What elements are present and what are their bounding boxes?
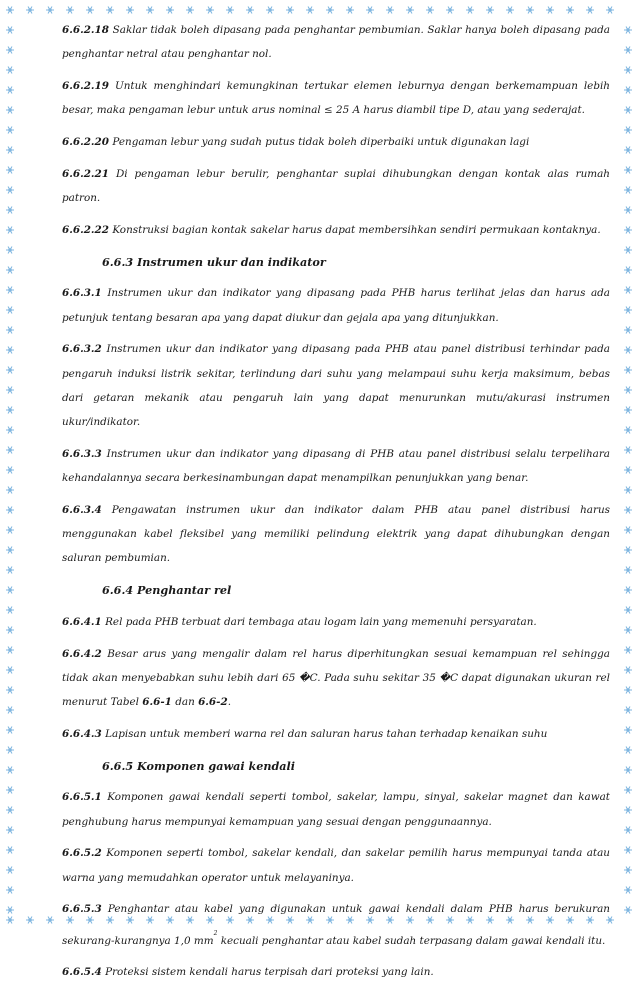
snowflake-icon (6, 807, 14, 814)
snowflake-icon (6, 47, 14, 54)
snowflake-icon (406, 7, 414, 14)
para-6-6-2-19 (62, 74, 610, 122)
snowflake-icon (624, 287, 632, 294)
clause-end: kecuali penghantar atau kabel sudah terpasang dalam gawai kendali itu. (217, 934, 606, 947)
snowflake-icon (6, 587, 14, 594)
snowflake-icon (624, 607, 632, 614)
para-6-6-3-2 (62, 337, 610, 434)
snowflake-icon (624, 887, 632, 894)
clause-number: 6.6.4.2 (62, 647, 102, 660)
para-6-6-4-1 (62, 610, 610, 634)
snowflake-icon (6, 567, 14, 574)
snowflake-icon (6, 307, 14, 314)
snowflake-icon (6, 67, 14, 74)
clause-text: Instrumen ukur dan indikator yang dipasang pada PHB harus terlihat jelas dan harus ada petunjuk tentang besaran apa yang dapat diukur dan gejala apa yang ditunjukkan. (62, 287, 610, 324)
clause-text: Penghantar atau kabel yang digunakan untuk gawai kendali dalam PHB harus berukuran sekurang-kurangnya 1,0 mm (62, 903, 610, 947)
snowflake-icon (624, 507, 632, 514)
snowflake-icon (6, 167, 14, 174)
snowflake-icon (6, 27, 14, 34)
snowflake-icon (624, 207, 632, 214)
clause-text: Pengawatan instrumen ukur dan indikator dalam PHB atau panel distribusi harus menggunakan kabel fleksibel yang memiliki pelindung elektrik yang dapat dihubungkan dengan saluran pembumian. (62, 503, 610, 565)
snowflake-icon (6, 187, 14, 194)
snowflake-icon (166, 7, 174, 14)
clause-number: 6.6.4.1 (62, 615, 102, 628)
snowflake-icon (6, 767, 14, 774)
para-6-6-2-18 (62, 18, 610, 66)
snowflake-icon (266, 7, 274, 14)
snowflake-icon (624, 187, 632, 194)
clause-number: 6.6.5.4 (62, 966, 102, 979)
section-heading-6-6-4: 6.6.4 Penghantar rel (102, 583, 232, 597)
snowflake-icon (624, 707, 632, 714)
snowflake-icon (624, 67, 632, 74)
snowflake-icon (366, 7, 374, 14)
snowflake-icon (186, 7, 194, 14)
snowflake-icon (586, 7, 594, 14)
snowflake-icon (624, 867, 632, 874)
snowflake-icon (6, 207, 14, 214)
snowflake-icon (6, 267, 14, 274)
para-6-6-3-1 (62, 281, 610, 329)
clause-number: 6.6.3.1 (62, 287, 102, 300)
clause-number: 6.6.4.3 (62, 727, 102, 740)
snowflake-icon (624, 347, 632, 354)
snowflake-icon (26, 917, 34, 924)
clause-number: 6.6.2.20 (62, 136, 110, 148)
para-6-6-5-4 (62, 960, 610, 984)
snowflake-icon (6, 867, 14, 874)
para-6-6-5-2 (62, 841, 610, 889)
snowflake-icon (6, 7, 14, 14)
snowflake-icon (6, 507, 14, 514)
snowflake-icon (624, 807, 632, 814)
snowflake-icon (286, 7, 294, 14)
para-6-6-3-4 (62, 498, 610, 571)
snowflake-icon (624, 667, 632, 674)
clause-text: Instrumen ukur dan indikator yang dipasang di PHB atau panel distribusi selalu terpelihara kehandalannya secara berkesinambungan dapat menampilkan penunjukkan yang benar. (62, 447, 610, 484)
snowflake-icon (6, 687, 14, 694)
snowflake-icon (624, 47, 632, 54)
snowflake-icon (624, 767, 632, 774)
snowflake-icon (624, 387, 632, 394)
snowflake-icon (624, 367, 632, 374)
para-6-6-4-3 (62, 722, 610, 746)
para-6-6-2-21 (62, 162, 610, 210)
snowflake-icon (226, 7, 234, 14)
snowflake-icon (46, 7, 54, 14)
clause-number: 6.6.2.18 (62, 24, 110, 36)
snowflake-icon (6, 367, 14, 374)
snowflake-icon (6, 827, 14, 834)
clause-text: Instrumen ukur dan indikator yang dipasang pada PHB atau panel distribusi terhindar pada pengaruh induksi listrik sekitar, terlindung dari suhu yang melampaui suhu kerja maksimum, bebas dari getaran mekanik atau pengaruh lain yang dapat menurunkan mutu/akurasi instrumen ukur/indikator. (62, 343, 610, 428)
snowflake-icon (624, 307, 632, 314)
snowflake-icon (624, 407, 632, 414)
snowflake-icon (624, 147, 632, 154)
clause-number: 6.6.5.3 (62, 903, 102, 916)
snowflake-icon (6, 487, 14, 494)
snowflake-icon (386, 7, 394, 14)
snowflake-icon (606, 7, 614, 14)
snowflake-icon (624, 87, 632, 94)
clause-text: Di pengaman lebur berulir, penghantar suplai dihubungkan dengan kontak alas rumah patron. (62, 167, 610, 204)
snowflake-icon (624, 847, 632, 854)
snowflake-icon (106, 7, 114, 14)
document-page (62, 18, 610, 992)
clause-text: Untuk menghindari kemungkinan tertukar elemen leburnya dengan berkemampuan lebih besar, maka pengaman lebur untuk arus nominal ≤ 25 A harus diambil tipe D, atau yang sederajat. (62, 80, 610, 117)
clause-text: Rel pada PHB terbuat dari tembaga atau logam lain yang memenuhi persyaratan. (105, 615, 537, 628)
snowflake-icon (426, 7, 434, 14)
snowflake-icon (624, 167, 632, 174)
snowflake-icon (624, 747, 632, 754)
snowflake-icon (146, 7, 154, 14)
snowflake-icon (6, 727, 14, 734)
clause-number: 6.6.2.22 (62, 223, 110, 236)
snowflake-icon (6, 347, 14, 354)
snowflake-icon (624, 487, 632, 494)
snowflake-icon (624, 447, 632, 454)
snowflake-icon (6, 787, 14, 794)
snowflake-icon (624, 107, 632, 114)
snowflake-icon (46, 917, 54, 924)
snowflake-icon (6, 467, 14, 474)
clause-text: Saklar tidak boleh dipasang pada penghantar pembumian. Saklar hanya boleh dipasang pada penghantar netral atau penghantar nol. (62, 24, 611, 61)
snowflake-icon (624, 467, 632, 474)
clause-number: 6.6.3.3 (62, 447, 102, 460)
clause-text: Pengaman lebur yang sudah putus tidak boleh diperbaiki untuk digunakan lagi (112, 136, 530, 148)
snowflake-icon (446, 7, 454, 14)
snowflake-icon (6, 627, 14, 634)
snowflake-icon (624, 787, 632, 794)
clause-number: 6.6.5.1 (62, 791, 102, 804)
snowflake-icon (6, 547, 14, 554)
snowflake-icon (624, 827, 632, 834)
snowflake-icon (6, 247, 14, 254)
snowflake-icon (624, 547, 632, 554)
snowflake-icon (624, 227, 632, 234)
snowflake-icon (6, 407, 14, 414)
snowflake-icon (326, 7, 334, 14)
snowflake-icon (624, 587, 632, 594)
snowflake-icon (624, 27, 632, 34)
snowflake-icon (466, 7, 474, 14)
para-6-6-5-3 (62, 897, 610, 952)
snowflake-icon (506, 7, 514, 14)
para-6-6-5-1 (62, 785, 610, 833)
snowflake-icon (6, 427, 14, 434)
superscript: 2 (213, 929, 218, 937)
snowflake-icon (6, 847, 14, 854)
snowflake-icon (624, 727, 632, 734)
snowflake-icon (624, 127, 632, 134)
clause-number: 6.6.5.2 (62, 847, 102, 860)
snowflake-icon (6, 87, 14, 94)
snowflake-icon (6, 527, 14, 534)
snowflake-icon (6, 107, 14, 114)
snowflake-icon (6, 907, 14, 914)
clause-text: Lapisan untuk memberi warna rel dan saluran harus tahan terhadap kenaikan suhu (105, 727, 548, 740)
snowflake-icon (624, 327, 632, 334)
snowflake-icon (306, 7, 314, 14)
snowflake-icon (6, 227, 14, 234)
snowflake-icon (624, 247, 632, 254)
snowflake-icon (6, 647, 14, 654)
para-6-6-2-22 (62, 218, 610, 242)
snowflake-icon (6, 327, 14, 334)
snowflake-icon (486, 7, 494, 14)
snowflake-icon (6, 747, 14, 754)
snowflake-icon (624, 647, 632, 654)
snowflake-icon (624, 567, 632, 574)
snowflake-icon (566, 7, 574, 14)
snowflake-icon (6, 667, 14, 674)
snowflake-icon (624, 527, 632, 534)
para-6-6-2-20 (62, 130, 610, 154)
clause-number: 6.6.3.4 (62, 503, 102, 516)
clause-number: 6.6.2.19 (62, 80, 110, 92)
snowflake-icon (624, 627, 632, 634)
clause-number: 6.6.3.2 (62, 343, 102, 356)
snowflake-icon (6, 387, 14, 394)
section-heading-6-6-3: 6.6.3 Instrumen ukur dan indikator (102, 254, 326, 269)
clause-text: Komponen seperti tombol, sakelar kendali, dan sakelar pemilih harus mempunyai tanda atau warna yang memudahkan operator untuk melayaninya. (62, 847, 610, 884)
snowflake-icon (624, 267, 632, 274)
table-ref: 6.6-2 (198, 696, 228, 708)
clause-text: Konstruksi bagian kontak sakelar harus dapat membersihkan sendiri permukaan kontaknya. (112, 223, 601, 236)
snowflake-icon (6, 707, 14, 714)
snowflake-icon (6, 127, 14, 134)
clause-end: . (227, 696, 232, 708)
clause-text-connector: dan (175, 696, 195, 708)
snowflake-icon (526, 7, 534, 14)
para-6-6-4-2 (62, 642, 610, 715)
clause-text: Besar arus yang mengalir dalam rel harus diperhitungkan sesuai kemampuan rel sehingga tidak akan menyebabkan suhu lebih dari 65 �C. Pada suhu sekitar 35 �C dapat digunakan ukuran rel menurut Tabel (62, 647, 610, 708)
snowflake-icon (206, 7, 214, 14)
snowflake-icon (624, 907, 632, 914)
snowflake-icon (66, 7, 74, 14)
snowflake-icon (6, 917, 14, 924)
snowflake-icon (6, 447, 14, 454)
snowflake-icon (546, 7, 554, 14)
snowflake-icon (86, 7, 94, 14)
clause-text: Proteksi sistem kendali harus terpisah dari proteksi yang lain. (105, 966, 434, 979)
snowflake-icon (6, 147, 14, 154)
section-heading-6-6-5: 6.6.5 Komponen gawai kendali (102, 758, 296, 773)
snowflake-icon (346, 7, 354, 14)
snowflake-icon (126, 7, 134, 14)
snowflake-icon (246, 7, 254, 14)
snowflake-icon (624, 687, 632, 694)
snowflake-icon (624, 427, 632, 434)
snowflake-icon (6, 607, 14, 614)
snowflake-icon (6, 887, 14, 894)
para-6-6-3-3 (62, 442, 610, 490)
table-ref: 6.6-1 (142, 696, 172, 708)
clause-number: 6.6.2.21 (62, 167, 110, 180)
snowflake-icon (6, 287, 14, 294)
snowflake-icon (26, 7, 34, 14)
clause-text: Komponen gawai kendali seperti tombol, sakelar, lampu, sinyal, sakelar magnet dan kawat penghubung harus mempunyai kemampuan yang sesuai dengan penggunaannya. (62, 791, 610, 828)
